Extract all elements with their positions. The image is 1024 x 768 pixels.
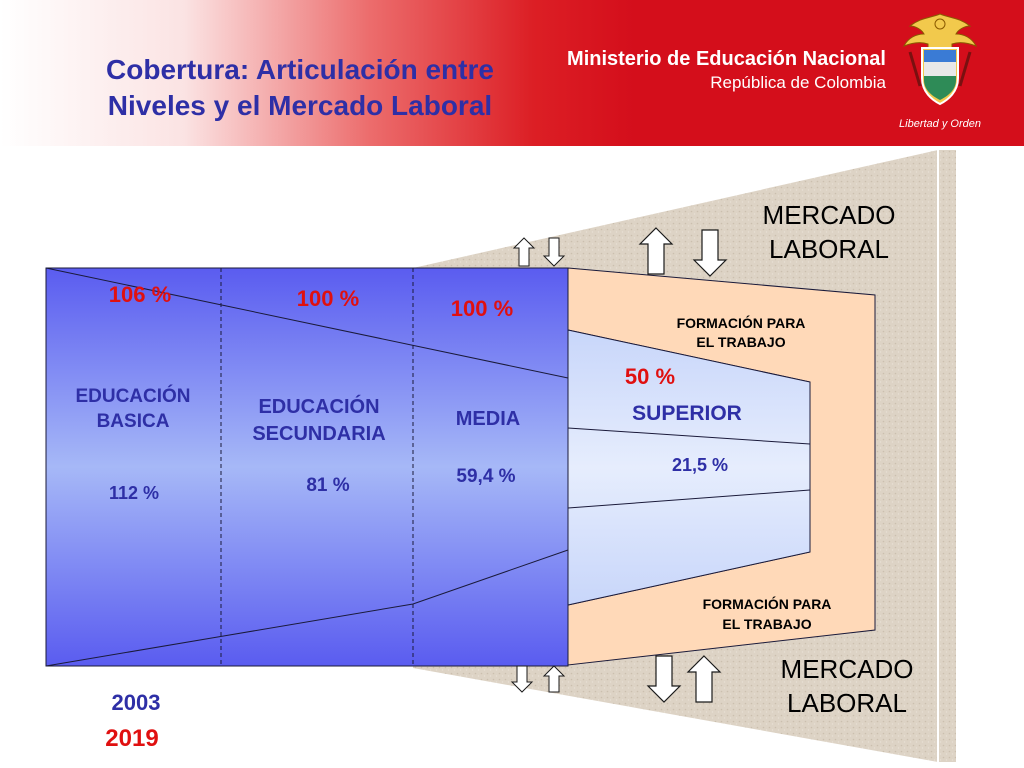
formacion-trabajo-top-label <box>646 314 836 352</box>
ministry-country: República de Colombia <box>710 73 886 92</box>
title-line-1: Cobertura: Articulación entre <box>106 54 494 85</box>
formacion-top-line-2: EL TRABAJO <box>696 334 786 350</box>
basica-label-line-1: EDUCACIÓN <box>75 386 191 407</box>
motto-text: Libertad y Orden <box>899 118 981 130</box>
year-2003-legend: 2003 <box>111 690 161 715</box>
basica-pct-2003: 112 % <box>108 483 160 503</box>
formacion-bottom-line-2: EL TRABAJO <box>722 616 812 632</box>
media-label: MEDIA <box>455 408 521 430</box>
mercado-top-line-2: LABORAL <box>769 234 889 264</box>
formacion-bottom-line-1: FORMACIÓN PARA <box>702 596 832 612</box>
ministry-name: Ministerio de Educación Nacional <box>567 48 886 70</box>
media-pct-2019: 100 % <box>450 296 514 321</box>
mercado-bottom-line-1: MERCADO <box>780 654 914 684</box>
secundaria-label <box>224 394 414 448</box>
superior-pct-2003: 21,5 % <box>671 455 729 475</box>
mercado-bottom-line-2: LABORAL <box>787 688 907 718</box>
year-2019-legend: 2019 <box>105 725 159 752</box>
mercado-laboral-top-label <box>734 198 924 266</box>
secundaria-pct-2003: 81 % <box>306 475 350 496</box>
basica-label-line-2: BASICA <box>96 411 170 432</box>
formacion-top-line-1: FORMACIÓN PARA <box>676 315 806 331</box>
formacion-trabajo-bottom-label <box>672 594 862 634</box>
basica-label <box>50 384 216 434</box>
superior-label: SUPERIOR <box>632 402 742 425</box>
title-line-2: Niveles y el Mercado Laboral <box>107 90 493 121</box>
basica-pct-2019: 106 % <box>108 282 172 307</box>
mercado-laboral-bottom-label <box>752 652 942 720</box>
mercado-top-line-1: MERCADO <box>762 200 896 230</box>
secundaria-pct-2019: 100 % <box>296 286 360 311</box>
superior-pct-2019: 50 % <box>624 364 676 389</box>
secundaria-label-line-1: EDUCACIÓN <box>258 396 380 418</box>
secundaria-label-line-2: SECUNDARIA <box>252 423 386 445</box>
media-pct-2003: 59,4 % <box>456 466 516 487</box>
